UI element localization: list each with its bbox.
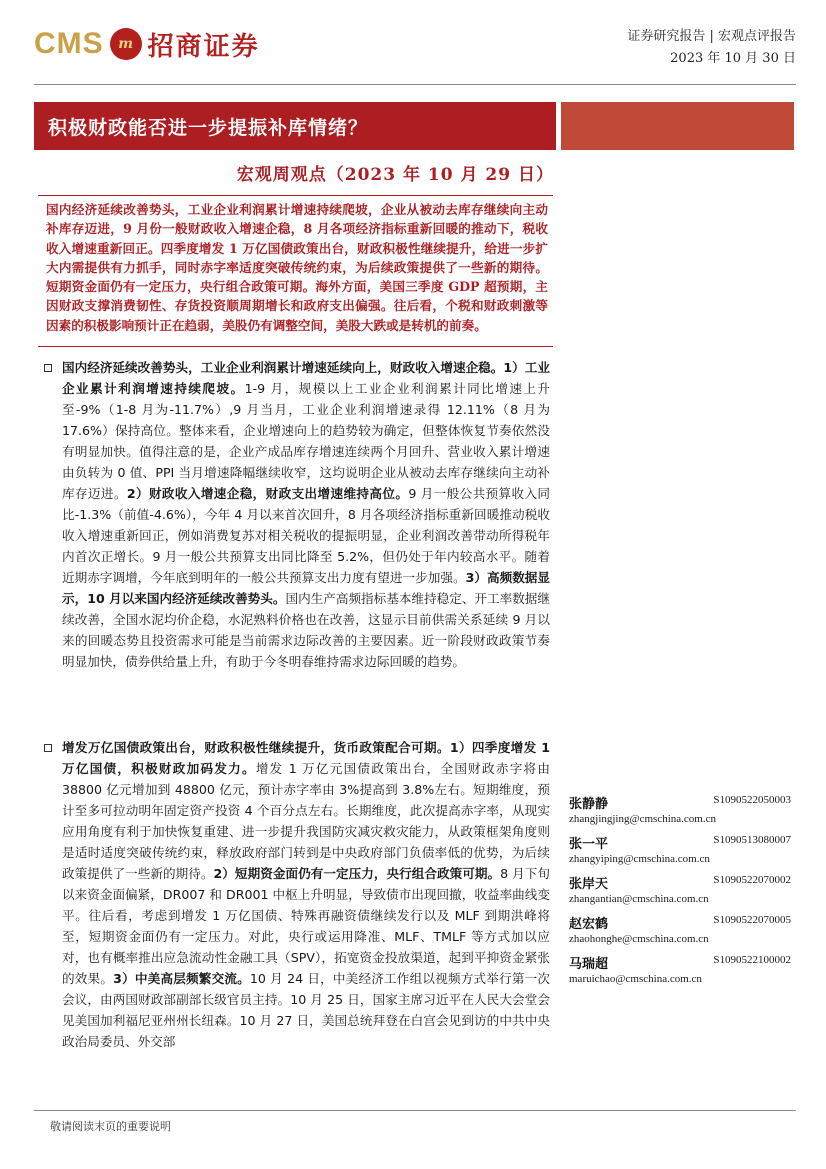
logo-chinese-name: 招商证券 — [147, 31, 260, 62]
section-2-text-1: 增发 1 万亿元国债政策出台，全国财政赤字将由 38800 亿元增加到 48800 亿元，预计赤字率由 3%提高到 3.8%左右。短期维度，预计至多可拉动明年固定资产投资 4 个百分点左右。长期维度，此次提高赤字率，从现实应用角度有利于加快恢复重建、进一步提升我国防灾减灾救灾能力，从政策框架角度则是适时适度突破传统约束，释放政府部门转到是中央政府部门负债率低的优势，为后续政策提供了一些新的期待。 — [62, 761, 550, 881]
analyst-name: 张岸天 — [569, 877, 609, 892]
abstract-box — [38, 195, 553, 347]
analyst-email[interactable]: maruichao@cmschina.com.cn — [569, 973, 702, 985]
section-2-text-3: 10 月 24 日，中美经济工作组以视频方式举行第一次会议，由两国财政部副部长级官员主持。10 月 25 日，国家主席习近平在人民大会堂会见美国加利福尼亚州州长纽森。10 月 27 日，美国总统拜登在白宫会见到访的中共中央政治局委员、外交部 — [62, 971, 550, 1049]
title-band-side — [561, 102, 794, 150]
header-divider — [34, 84, 796, 85]
analyst-name: 张一平 — [569, 837, 609, 852]
logo-cms-text: CMS — [34, 27, 104, 60]
analyst-cert: S1090513080007 — [713, 834, 791, 846]
analyst-cert: S1090522070005 — [713, 914, 791, 926]
analyst-entry — [569, 793, 791, 833]
analyst-cert: S1090522100002 — [713, 954, 791, 966]
section-1-lead: 国内经济延续改善势头，工业企业利润累计增速延续向上，财政收入增速企稳。1）工业企业累计利润增速持续爬坡。 — [62, 360, 550, 396]
section-1-text-1: 1-9 月，规模以上工业企业利润累计同比增速上升至-9%（1-8 月为-11.7%）,9 月当月，工业企业利润增速录得 12.11%（8 月为 17.6%）保持高位。整体来看，企业增速向上的趋势较为确定，但整体恢复节奏依然没有明显加快。值得注意的是，企业产成品库存增速连续两个月回升、营业收入累计增速由负转为 0 值、PPI 当月增速降幅继续收窄，这均说明企业从被动去库存继续向主动补库存迈进。 — [62, 381, 550, 501]
section-2-text-2: 8 月下旬以来资金面偏紧，DR007 和 DR001 中枢上升明显，导致债市出现回撤，收益率曲线变平。往后看，考虑到增发 1 万亿国债、特殊再融资债继续发行以及 MLF 到期洪峰将至，短期资金面仍有一定压力。对此，央行或运用降准、MLF、TMLF 等方式加以应对，也有概率推出应急流动性金融工具（SPV），拓宽资金投放渠道，起到平抑资金紧张的效果。 — [62, 866, 550, 986]
analyst-cert: S1090522050003 — [713, 794, 791, 806]
bullet-square-icon — [44, 364, 52, 372]
analyst-email[interactable]: zhangantian@cmschina.com.cn — [569, 893, 709, 905]
section-1-text-3: 国内生产高频指标基本维持稳定、开工率数据继续改善，全国水泥均价企稳，水泥熟料价格也在改善，这显示目前供需关系延续 9 月以来的回暖态势且投资需求可能是当前需求边际改善的主要因素。近一阶段财政政策节奏明显加快，债券供给量上升，有助于今冬明春维持需求边际回暖的趋势。 — [62, 591, 550, 669]
abstract-text: 国内经济延续改善势头，工业企业利润累计增速持续爬坡，企业从被动去库存继续向主动补库存迈进，9 月份一般财政收入增速企稳，8 月各项经济指标重新回暖的推动下，税收收入增速重新回正。四季度增发 1 万亿国债政策出台，财政积极性继续提升，给进一步扩大内需提供有力抓手，同时赤字率适度突破传统约束，为后续政策提供了一些新的期待。短期资金面仍有一定压力，央行组合政策可期。海外方面，美国三季度 GDP 超预期，主因财政支撑消费韧性、存货投资顺周期增长和政府支出偏强。往后看，个税和财政刺激等因素的积极影响预计正在趋弱，美股仍有调整空间，美股大跌或是转机的前奏。 — [46, 202, 548, 333]
section-1-bold-2: 2）财政收入增速企稳，财政支出增速维持高位。 — [126, 486, 409, 501]
analyst-name: 张静静 — [569, 797, 609, 812]
footer-divider — [34, 1110, 796, 1111]
section-1-text-2: 9 月一般公共预算收入同比-1.3%（前值-4.6%），今年 4 月以来首次回升，8 月各项经济指标重新回暖推动税收收入增速重新回正，例如消费复苏对相关税收的提振明显，企业利润改善带动所得税年内首次正增长。9 月一般公共预算支出同比降至 5.2%，但仍处于年内较高水平。随着近期赤字调增，今年底到明年的一般公共预算支出力度有望进一步加强。 — [62, 486, 550, 585]
analyst-entry — [569, 873, 791, 913]
footer-note: 敬请阅读末页的重要说明 — [50, 1120, 171, 1133]
report-title: 积极财政能否进一步提振补库情绪？ — [48, 117, 369, 139]
analyst-list — [569, 793, 791, 993]
analyst-name: 马瑞超 — [569, 957, 609, 972]
section-2-bold-2: 2）短期资金面仍有一定压力，央行组合政策可期。 — [213, 866, 501, 881]
section-1-bold-3: 3）高频数据显示，10 月以来国内经济延续改善势头。 — [62, 570, 550, 606]
analyst-email[interactable]: zhangjingjing@cmschina.com.cn — [569, 813, 716, 825]
header-meta — [627, 26, 796, 70]
analyst-entry — [569, 833, 791, 873]
logo-emblem-icon: m — [110, 28, 142, 60]
bullet-square-icon — [44, 744, 52, 752]
company-logo — [34, 22, 260, 66]
section-2-lead: 增发万亿国债政策出台，财政积极性继续提升，货币政策配合可期。1）四季度增发 1 万亿国债，积极财政加码发力。 — [62, 740, 550, 776]
section-paragraph-2 — [62, 737, 550, 1085]
analyst-entry — [569, 953, 791, 993]
report-date: 2023 年 10 月 30 日 — [670, 51, 796, 66]
section-2-bold-3: 3）中美高层频繁交流。 — [113, 971, 250, 986]
analyst-cert: S1090522070002 — [713, 874, 791, 886]
section-paragraph-1 — [62, 357, 550, 725]
analyst-entry — [569, 913, 791, 953]
analyst-email[interactable]: zhaohonghe@cmschina.com.cn — [569, 933, 709, 945]
report-type: 证券研究报告 | 宏观点评报告 — [627, 29, 796, 44]
analyst-email[interactable]: zhangyiping@cmschina.com.cn — [569, 853, 710, 865]
report-subtitle: 宏观周观点（2023 年 10 月 29 日） — [236, 165, 554, 185]
analyst-name: 赵宏鹤 — [569, 917, 609, 932]
